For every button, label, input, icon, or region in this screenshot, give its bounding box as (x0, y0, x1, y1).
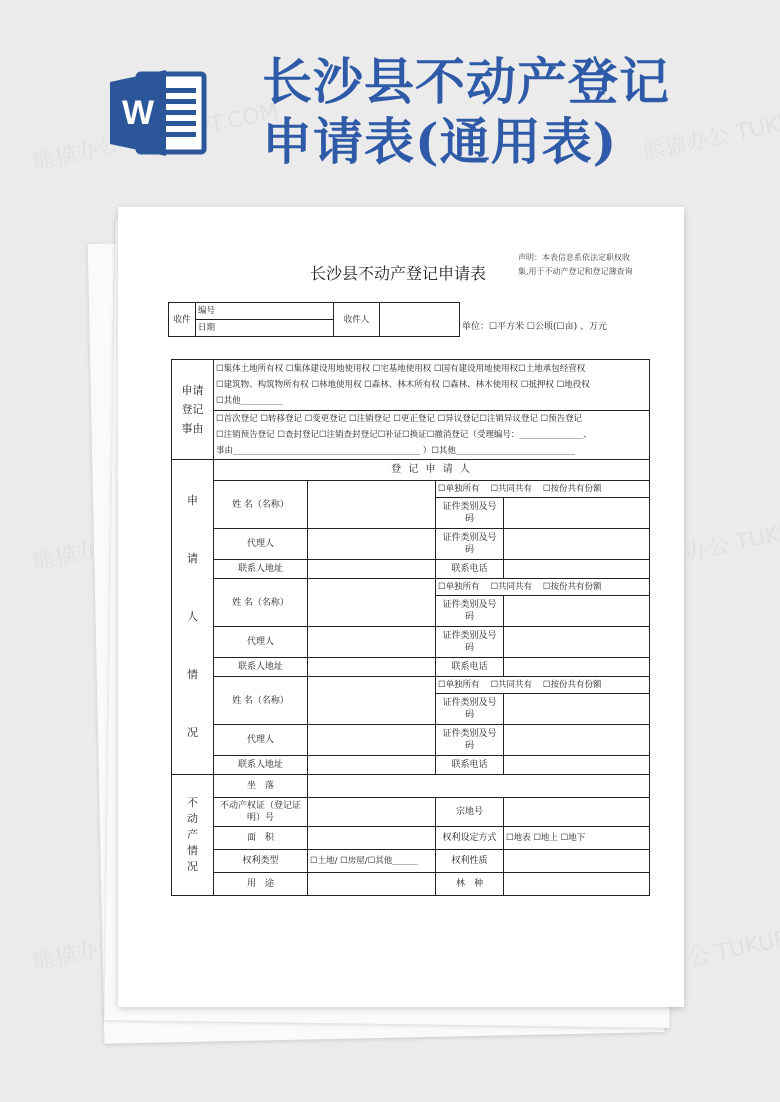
rights-options[interactable] (214, 360, 650, 411)
phone-field[interactable] (504, 658, 650, 677)
use-label: 用 途 (214, 873, 308, 896)
type-line: 事由____________________________________________ ）☐其他____________________________ (216, 446, 575, 456)
forest-label: 林 种 (436, 873, 504, 896)
property-section-label (172, 775, 214, 896)
document-title (262, 52, 670, 172)
agent-field[interactable] (308, 529, 436, 560)
property-label-char: 情 (187, 844, 198, 857)
agent-id-field[interactable] (504, 529, 650, 560)
agent-field[interactable] (308, 627, 436, 658)
address-field[interactable] (308, 560, 436, 579)
title-line-1: 长沙县不动产登记 (262, 52, 670, 111)
receipt-date-label: 日期 (198, 323, 216, 333)
applicant-label-char: 请 (187, 552, 198, 565)
address-field[interactable] (308, 756, 436, 775)
id-type-label: 证件类别及号 码 (436, 498, 504, 529)
receipt-label: 收件 (169, 303, 196, 337)
area-label: 面 积 (214, 827, 308, 850)
title-line-2: 申请表(通用表) (262, 112, 618, 171)
setup-label: 权利设定方式 (436, 827, 504, 850)
id-type-field[interactable] (504, 596, 650, 627)
applicant-label-char: 申 (187, 494, 198, 507)
rights-line: ☐其他__________ (216, 396, 284, 406)
right-type-options[interactable]: ☐土地/ ☐房屋/☐其他______ (308, 850, 436, 873)
ownership-options[interactable] (436, 481, 650, 498)
ownership-options[interactable] (436, 579, 650, 596)
applicant-label-char: 人 (187, 610, 198, 623)
right-nature-field[interactable] (504, 850, 650, 873)
receipt-date-cell[interactable] (196, 320, 334, 337)
unit-line: 单位：☐平方米 ☐公顷(☐亩) 、万元 (462, 322, 607, 332)
use-field[interactable] (308, 873, 436, 896)
matter-label-char: 申请 (181, 384, 204, 397)
receiver-label: 收件人 (334, 303, 380, 337)
setup-options[interactable]: ☐地表 ☐地上 ☐地下 (504, 827, 650, 850)
address-label: 联系人地址 (214, 560, 308, 579)
matter-label (172, 360, 214, 460)
property-label-char: 况 (187, 860, 198, 873)
applicant-label-char: 情 (187, 668, 198, 681)
name-field[interactable] (308, 677, 436, 725)
property-label-char: 不 (187, 796, 198, 809)
privacy-notice (518, 251, 633, 279)
name-field[interactable] (308, 481, 436, 529)
ownership-options[interactable] (436, 677, 650, 694)
phone-label: 联系电话 (436, 756, 504, 775)
receipt-table (168, 302, 460, 337)
property-label-char: 动 (187, 812, 198, 825)
word-icon-letter: W (121, 94, 155, 132)
name-field[interactable] (308, 579, 436, 627)
id-type-field[interactable] (504, 498, 650, 529)
own-single-checkbox[interactable]: ☐单独所有 (438, 582, 480, 592)
location-label: 坐 落 (214, 775, 308, 798)
matter-label-char: 登记 (181, 403, 204, 416)
own-single-checkbox[interactable]: ☐单独所有 (438, 680, 480, 690)
agent-label: 代理人 (214, 725, 308, 756)
form-title: 长沙县不动产登记申请表 (310, 264, 487, 283)
phone-field[interactable] (504, 560, 650, 579)
parcel-label: 宗地号 (436, 798, 504, 827)
applicant-label-char: 况 (187, 726, 198, 739)
form-sheet (118, 207, 684, 1007)
address-label: 联系人地址 (214, 658, 308, 677)
word-app-icon (108, 68, 208, 158)
id-type-label: 证件类别及号 码 (436, 596, 504, 627)
address-field[interactable] (308, 658, 436, 677)
name-label: 姓 名（名称） (214, 579, 308, 627)
matter-label-char: 事由 (181, 422, 204, 435)
registration-type-options[interactable] (214, 411, 650, 460)
notice-line: 声明：本表信息系依法定职权收 (518, 253, 630, 262)
property-label-char: 产 (187, 828, 198, 841)
cert-field[interactable] (308, 798, 436, 827)
area-field[interactable] (308, 827, 436, 850)
type-line: ☐首次登记 ☐转移登记 ☐变更登记 ☐注销登记 ☐更正登记 ☐异议登记☐注销异议登记 ☐预告登记 (216, 414, 583, 424)
agent-label: 代理人 (214, 627, 308, 658)
id-type-field[interactable] (504, 694, 650, 725)
own-share-checkbox[interactable]: ☐按份共有份额 (542, 484, 602, 494)
parcel-field[interactable] (504, 798, 650, 827)
name-label: 姓 名（名称） (214, 677, 308, 725)
agent-id-field[interactable] (504, 725, 650, 756)
agent-label: 代理人 (214, 529, 308, 560)
own-joint-checkbox[interactable]: ☐共同共有 (490, 484, 533, 494)
phone-label: 联系电话 (436, 560, 504, 579)
receipt-number-cell[interactable] (196, 303, 334, 320)
type-line: ☐注销预告登记 ☐查封登记☐注销查封登记☐补证☐换证☐撤消登记（受理编号：_______________、 (216, 430, 592, 440)
address-label: 联系人地址 (214, 756, 308, 775)
agent-id-field[interactable] (504, 627, 650, 658)
id-type-label: 证件类别及号 码 (436, 725, 504, 756)
id-type-label: 证件类别及号 码 (436, 694, 504, 725)
id-type-label: 证件类别及号 码 (436, 529, 504, 560)
id-type-label: 证件类别及号 码 (436, 627, 504, 658)
phone-label: 联系电话 (436, 658, 504, 677)
applicant-section-label (172, 460, 214, 775)
receipt-number-label: 编号 (198, 306, 216, 316)
receiver-field[interactable] (380, 303, 460, 337)
cert-label: 不动产权证（登记证明）号 (214, 798, 308, 827)
right-type-label: 权利类型 (214, 850, 308, 873)
application-table (171, 359, 650, 896)
applicant-header: 登 记 申 请 人 (214, 460, 650, 481)
forest-field[interactable] (504, 873, 650, 896)
own-joint-checkbox[interactable]: ☐共同共有 (490, 680, 533, 690)
own-joint-checkbox[interactable]: ☐共同共有 (490, 582, 533, 592)
notice-line: 集,用于不动产登记和登记簿查询 (518, 267, 633, 276)
own-share-checkbox[interactable]: ☐按份共有份额 (542, 582, 602, 592)
rights-line: ☐建筑物、构筑物所有权 ☐林地使用权 ☐森林、林木所有权 ☐森林、林木使用权 ☐抵押权 ☐地役权 (216, 380, 590, 390)
agent-field[interactable] (308, 725, 436, 756)
rights-line: ☐集体土地所有权 ☐集体建设用地使用权 ☐宅基地使用权 ☐国有建设用地使用权☐土地承包经营权 (216, 364, 586, 374)
name-label: 姓 名（名称） (214, 481, 308, 529)
own-single-checkbox[interactable]: ☐单独所有 (438, 484, 480, 494)
right-nature-label: 权利性质 (436, 850, 504, 873)
phone-field[interactable] (504, 756, 650, 775)
own-share-checkbox[interactable]: ☐按份共有份额 (542, 680, 602, 690)
location-field[interactable] (308, 775, 650, 798)
